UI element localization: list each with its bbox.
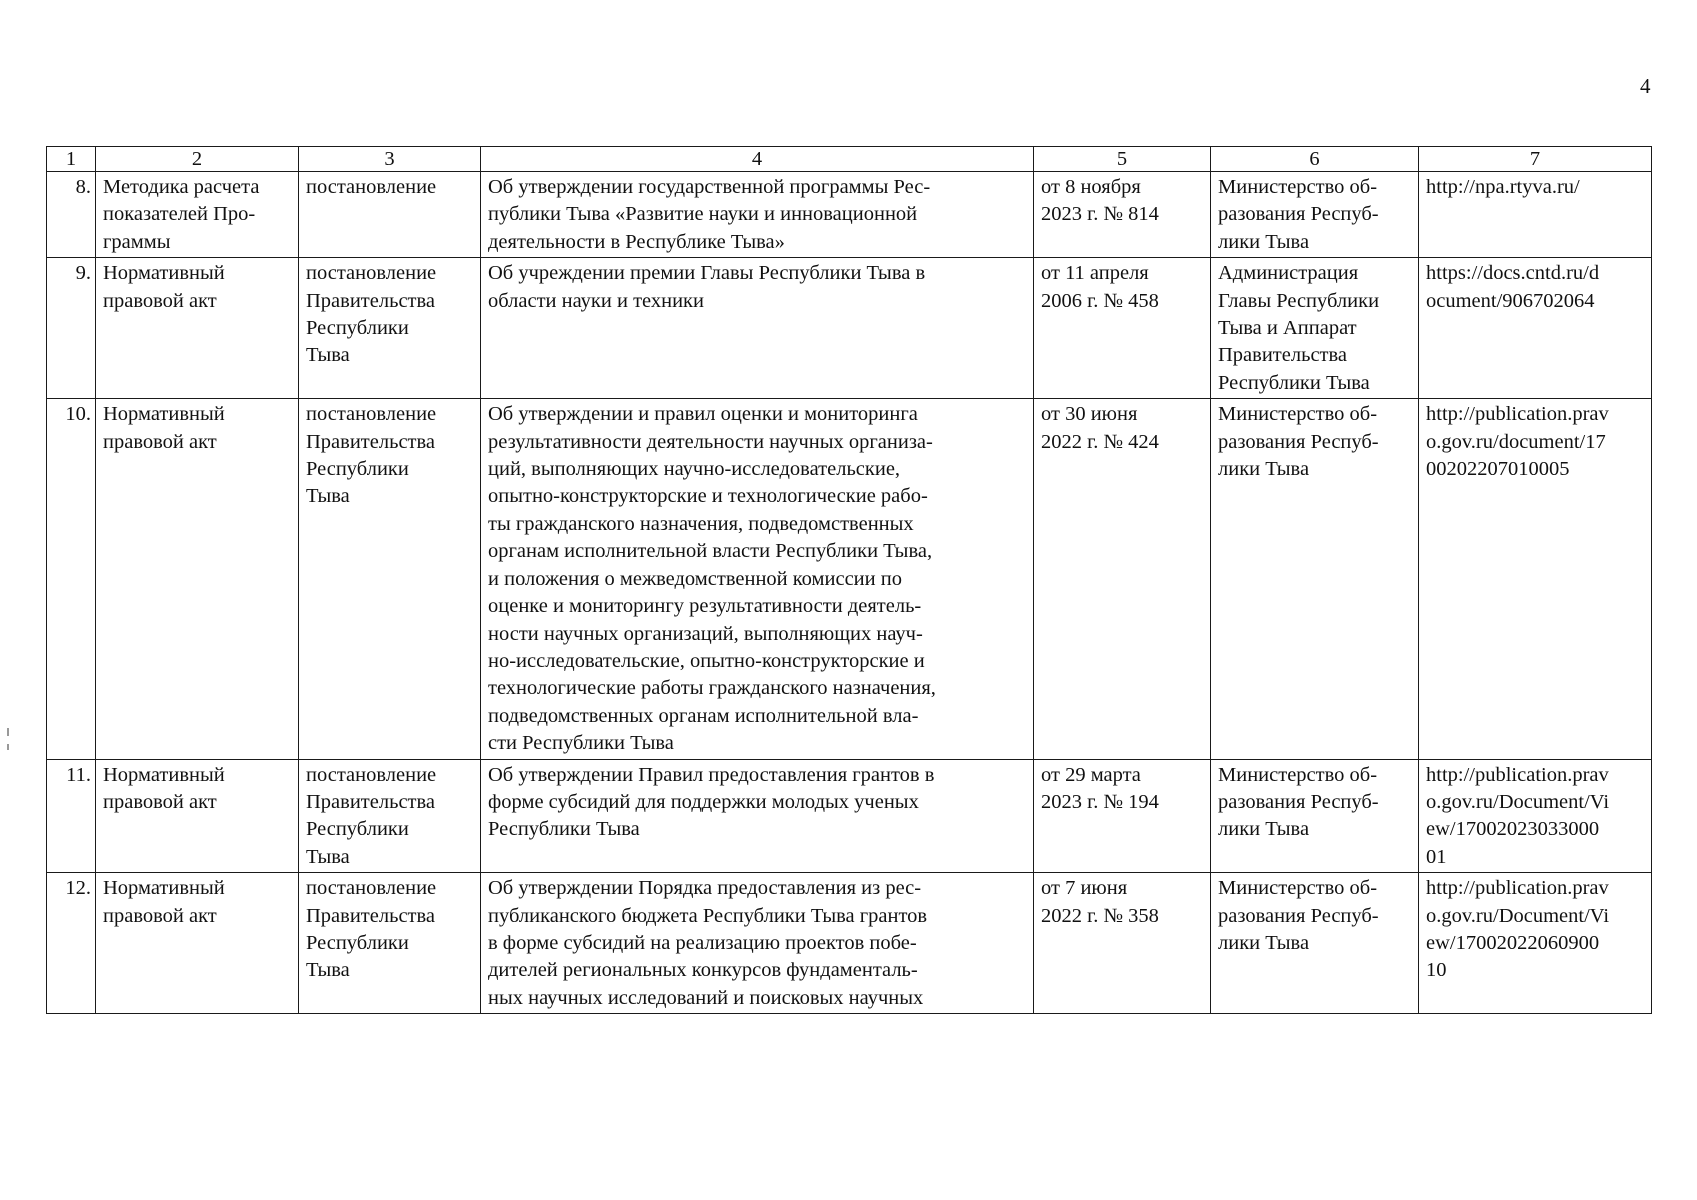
header-cell-3: 3 bbox=[299, 147, 481, 172]
header-cell-5: 5 bbox=[1034, 147, 1211, 172]
act-title-cell bbox=[481, 172, 1034, 258]
act-form-cell bbox=[299, 873, 481, 1014]
document-type-cell bbox=[96, 873, 299, 1014]
source-link-line[interactable]: o.gov.ru/document/17 bbox=[1426, 430, 1606, 453]
act-form-line: Тыва bbox=[306, 344, 350, 367]
responsible-body-cell bbox=[1211, 873, 1419, 1014]
document-type-cell bbox=[96, 399, 299, 759]
table-header-row bbox=[47, 147, 1652, 172]
source-link-line[interactable]: o.gov.ru/Document/Vi bbox=[1426, 904, 1610, 927]
act-form-line: Тыва bbox=[306, 485, 350, 508]
responsible-body-cell bbox=[1211, 399, 1419, 759]
table-row bbox=[47, 759, 1652, 873]
legal-acts-table bbox=[46, 146, 1652, 1014]
source-link-line[interactable]: http://publication.prav bbox=[1426, 763, 1609, 786]
source-link-cell bbox=[1419, 258, 1652, 399]
scan-margin-mark bbox=[7, 744, 9, 750]
document-type-line: показателей Про- bbox=[103, 203, 256, 226]
document-type-line: Нормативный bbox=[103, 763, 225, 786]
responsible-body-line: лики Тыва bbox=[1218, 230, 1310, 253]
responsible-body-line: Министерство об- bbox=[1218, 403, 1378, 426]
act-form-line: Правительства bbox=[306, 904, 436, 927]
header-cell-2: 2 bbox=[96, 147, 299, 172]
act-form-line: Республики bbox=[306, 458, 409, 481]
source-link-line[interactable]: https://docs.cntd.ru/d bbox=[1426, 262, 1600, 285]
source-link-line[interactable]: 10 bbox=[1426, 959, 1447, 982]
act-title-line: технологические работы гражданского назначения, bbox=[488, 677, 936, 700]
act-title-line: Об утверждении Порядка предоставления из рес- bbox=[488, 877, 922, 900]
table-row bbox=[47, 172, 1652, 258]
act-title-cell bbox=[481, 258, 1034, 399]
document-type-line: правовой акт bbox=[103, 430, 217, 453]
responsible-body-line: Главы Республики bbox=[1218, 289, 1380, 312]
document-type-line: Нормативный bbox=[103, 403, 225, 426]
document-type-line: Нормативный bbox=[103, 877, 225, 900]
responsible-body-line: Министерство об- bbox=[1218, 763, 1378, 786]
row-number-cell: 8. bbox=[47, 172, 96, 258]
document-type-line: правовой акт bbox=[103, 289, 217, 312]
act-title-line: органам исполнительной власти Республики Тыва, bbox=[488, 540, 933, 563]
act-date-cell bbox=[1034, 399, 1211, 759]
source-link-line[interactable]: o.gov.ru/Document/Vi bbox=[1426, 790, 1610, 813]
document-type-line: граммы bbox=[103, 230, 171, 253]
act-date-line: от 29 марта bbox=[1041, 763, 1141, 786]
responsible-body-line: лики Тыва bbox=[1218, 931, 1310, 954]
document-type-line: правовой акт bbox=[103, 790, 217, 813]
act-title-line: в форме субсидий на реализацию проектов побе- bbox=[488, 931, 917, 954]
source-link-cell bbox=[1419, 172, 1652, 258]
act-form-line: Республики bbox=[306, 317, 409, 340]
act-title-line: ций, выполняющих научно-исследовательские, bbox=[488, 458, 901, 481]
act-date-line: 2022 г. № 424 bbox=[1041, 430, 1159, 453]
act-title-line: но-исследовательские, опытно-конструкторские и bbox=[488, 649, 925, 672]
act-date-line: 2006 г. № 458 bbox=[1041, 289, 1159, 312]
header-cell-4: 4 bbox=[481, 147, 1034, 172]
act-title-line: результативности деятельности научных организа- bbox=[488, 430, 933, 453]
page-number: 4 bbox=[1640, 74, 1651, 98]
responsible-body-line: Тыва и Аппарат bbox=[1218, 317, 1357, 340]
act-form-cell bbox=[299, 399, 481, 759]
header-cell-1: 1 bbox=[47, 147, 96, 172]
act-title-line: Об утверждении и правил оценки и мониторинга bbox=[488, 403, 918, 426]
act-form-line: постановление bbox=[306, 262, 437, 285]
act-date-line: 2023 г. № 814 bbox=[1041, 203, 1159, 226]
responsible-body-line: разования Респуб- bbox=[1218, 790, 1379, 813]
act-date-line: от 7 июня bbox=[1041, 877, 1128, 900]
act-form-line: постановление bbox=[306, 877, 437, 900]
table-row bbox=[47, 258, 1652, 399]
document-type-line: Методика расчета bbox=[103, 176, 260, 198]
row-number-cell: 11. bbox=[47, 759, 96, 873]
act-title-cell bbox=[481, 399, 1034, 759]
table-row bbox=[47, 873, 1652, 1014]
act-title-line: Об утверждении государственной программы Рес- bbox=[488, 176, 931, 198]
act-date-line: от 8 ноября bbox=[1041, 176, 1141, 198]
act-date-line: 2022 г. № 358 bbox=[1041, 904, 1159, 927]
responsible-body-line: Администрация bbox=[1218, 262, 1359, 285]
act-date-cell bbox=[1034, 873, 1211, 1014]
act-title-line: публики Тыва «Развитие науки и инновационной bbox=[488, 203, 918, 226]
act-title-cell bbox=[481, 873, 1034, 1014]
act-form-line: постановление bbox=[306, 176, 437, 198]
document-type-cell bbox=[96, 172, 299, 258]
act-date-line: от 11 апреля bbox=[1041, 262, 1149, 285]
responsible-body-cell bbox=[1211, 258, 1419, 399]
act-form-cell bbox=[299, 759, 481, 873]
header-cell-6: 6 bbox=[1211, 147, 1419, 172]
act-date-line: 2023 г. № 194 bbox=[1041, 790, 1159, 813]
responsible-body-line: лики Тыва bbox=[1218, 818, 1310, 841]
act-form-cell bbox=[299, 258, 481, 399]
source-link-line[interactable]: 01 bbox=[1426, 845, 1447, 868]
responsible-body-cell bbox=[1211, 172, 1419, 258]
source-link-line[interactable]: http://publication.prav bbox=[1426, 877, 1609, 900]
act-title-line: области науки и техники bbox=[488, 289, 704, 312]
header-cell-7: 7 bbox=[1419, 147, 1652, 172]
act-title-line: форме субсидий для поддержки молодых ученых bbox=[488, 790, 919, 813]
responsible-body-line: разования Респуб- bbox=[1218, 904, 1379, 927]
document-type-cell bbox=[96, 759, 299, 873]
act-title-line: ности научных организаций, выполняющих науч- bbox=[488, 622, 923, 645]
act-date-cell bbox=[1034, 172, 1211, 258]
act-title-line: публиканского бюджета Республики Тыва грантов bbox=[488, 904, 928, 927]
source-link-cell bbox=[1419, 873, 1652, 1014]
source-link-line[interactable]: http://npa.rtyva.ru/ bbox=[1426, 176, 1580, 198]
source-link-line[interactable]: ocument/906702064 bbox=[1426, 289, 1595, 312]
act-title-line: Об учреждении премии Главы Республики Тыва в bbox=[488, 262, 926, 285]
act-form-line: постановление bbox=[306, 763, 437, 786]
act-form-line: Республики bbox=[306, 818, 409, 841]
responsible-body-cell bbox=[1211, 759, 1419, 873]
source-link-line[interactable]: http://publication.prav bbox=[1426, 403, 1609, 426]
responsible-body-line: Правительства bbox=[1218, 344, 1348, 367]
row-number-cell: 10. bbox=[47, 399, 96, 759]
act-form-line: Правительства bbox=[306, 430, 436, 453]
act-title-cell bbox=[481, 759, 1034, 873]
act-form-line: Республики bbox=[306, 931, 409, 954]
act-form-cell bbox=[299, 172, 481, 258]
responsible-body-line: лики Тыва bbox=[1218, 458, 1310, 481]
act-date-line: от 30 июня bbox=[1041, 403, 1138, 426]
act-form-line: Правительства bbox=[306, 790, 436, 813]
table-row bbox=[47, 399, 1652, 759]
responsible-body-line: Министерство об- bbox=[1218, 176, 1378, 198]
scan-margin-mark bbox=[7, 728, 9, 736]
act-form-line: Тыва bbox=[306, 845, 350, 868]
responsible-body-line: разования Респуб- bbox=[1218, 203, 1379, 226]
act-form-line: Тыва bbox=[306, 959, 350, 982]
act-date-cell bbox=[1034, 759, 1211, 873]
source-link-cell bbox=[1419, 759, 1652, 873]
act-title-line: и положения о межведомственной комиссии по bbox=[488, 567, 902, 590]
act-title-line: деятельности в Республике Тыва» bbox=[488, 230, 785, 253]
act-title-line: ных научных исследований и поисковых научных bbox=[488, 986, 924, 1009]
responsible-body-line: разования Респуб- bbox=[1218, 430, 1379, 453]
document-type-line: Нормативный bbox=[103, 262, 225, 285]
act-title-line: Об утверждении Правил предоставления грантов в bbox=[488, 763, 935, 786]
act-title-line: подведомственных органам исполнительной вла- bbox=[488, 704, 919, 727]
responsible-body-line: Министерство об- bbox=[1218, 877, 1378, 900]
source-link-line[interactable]: ew/17002023033000 bbox=[1426, 818, 1600, 841]
act-title-line: опытно-конструкторские и технологические рабо- bbox=[488, 485, 928, 508]
row-number-cell: 12. bbox=[47, 873, 96, 1014]
source-link-line[interactable]: 00202207010005 bbox=[1426, 458, 1570, 481]
document-type-line: правовой акт bbox=[103, 904, 217, 927]
act-title-line: Республики Тыва bbox=[488, 818, 640, 841]
source-link-cell bbox=[1419, 399, 1652, 759]
act-title-line: оценке и мониторингу результативности деятель- bbox=[488, 595, 922, 618]
act-title-line: сти Республики Тыва bbox=[488, 732, 674, 755]
source-link-line[interactable]: ew/17002022060900 bbox=[1426, 931, 1600, 954]
act-title-line: ты гражданского назначения, подведомственных bbox=[488, 512, 914, 535]
act-date-cell bbox=[1034, 258, 1211, 399]
act-title-line: дителей региональных конкурсов фундаменталь- bbox=[488, 959, 918, 982]
act-form-line: постановление bbox=[306, 403, 437, 426]
responsible-body-line: Республики Тыва bbox=[1218, 371, 1370, 394]
act-form-line: Правительства bbox=[306, 289, 436, 312]
document-type-cell bbox=[96, 258, 299, 399]
row-number-cell: 9. bbox=[47, 258, 96, 399]
